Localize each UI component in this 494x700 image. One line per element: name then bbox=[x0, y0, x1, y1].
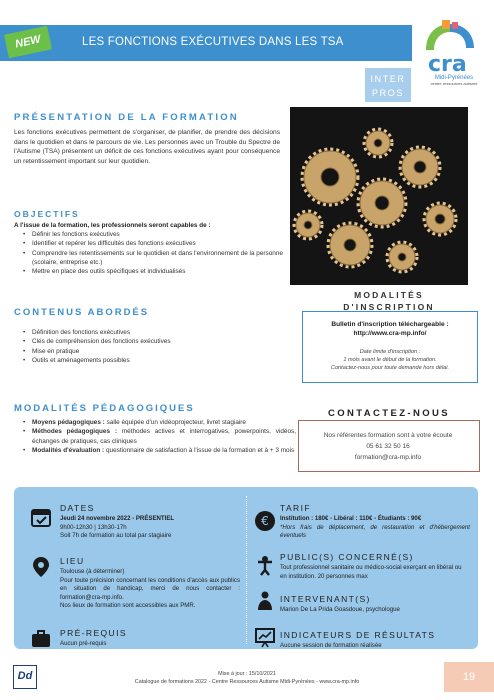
audience-tag-line2: PROS bbox=[372, 88, 404, 98]
list-item: • Moyens pédagogiques : salle équipée d'un vidéoprojecteur, livret stagiaire bbox=[32, 418, 296, 427]
indicateurs-text: Aucune session de formation réalisée bbox=[280, 642, 382, 649]
tarif-text: Institution : 180€ - Libéral : 110€ - Étudiants : 90€ *Hors frais de déplacement, de restauration et d'hébergement éventuels bbox=[280, 515, 470, 540]
list-item: • Définition des fonctions exécutives bbox=[32, 328, 292, 337]
logo-name: cra bbox=[428, 52, 467, 77]
lieu-text: Toulouse (à déterminer) Pour toute précision concernant les conditions d'accès aux publics en situation de handicap, merci de nous contacter : formation@cra-mp.info. Nos lieux de formation sont accessibles aux PMR. bbox=[60, 568, 240, 610]
pedagogiques-heading: MODALITÉS PÉDAGOGIQUES bbox=[14, 403, 195, 414]
list-item: • Clés de compréhension des fonctions exécutives bbox=[32, 337, 292, 346]
list-item: • Modalités d'évaluation : questionnaire de satisfaction à l'issue de la formation et à + 3 mois bbox=[32, 446, 296, 455]
prerequis-text: Aucun pré-requis bbox=[60, 640, 107, 647]
list-item: • Outils et aménagements possibles bbox=[32, 356, 292, 365]
objectifs-heading: OBJECTIFS bbox=[14, 209, 80, 219]
new-badge-label: NEW bbox=[14, 33, 42, 51]
briefcase-icon bbox=[30, 628, 52, 650]
logo-region: Midi-Pyrénées centre ressources autisme bbox=[430, 75, 478, 86]
intervenant-title: INTERVENANT(S) bbox=[280, 594, 371, 604]
logo-house-orange bbox=[442, 20, 450, 29]
page-title: LES FONCTIONS EXÉCUTIVES DANS LES TSA bbox=[82, 36, 344, 48]
intervenant-text: Marion De La Prida Goasdoue, psychologue bbox=[280, 606, 400, 613]
footer-text: Mise à jour : 15/10/2021 Catalogue de formations 2022 - Centre Ressources Autisme Midi-Pyrénées - www.cra-mp.info bbox=[134, 671, 360, 685]
svg-text:€: € bbox=[261, 514, 269, 528]
location-pin-icon bbox=[30, 556, 52, 578]
datadock-logo: Dd bbox=[13, 665, 37, 689]
audience-tag-line1: INTER bbox=[370, 74, 406, 84]
list-item: • Comprendre les retentissements sur le quotidien et dans l'environnement de la personne (scolaire, entreprise etc.) bbox=[32, 249, 302, 268]
list-item: • Mise en pratique bbox=[32, 347, 292, 356]
dates-text: Jeudi 24 novembre 2022 - PRÉSENTIEL 9h00-12h30 | 13h30-17h Soit 7h de formation au total par stagiaire bbox=[60, 515, 175, 540]
tarif-title: TARIF bbox=[280, 503, 311, 513]
audience-tag bbox=[365, 68, 411, 102]
inscription-link-text: Bulletin d'inscription téléchargeable : http://www.cra-mp.info/ bbox=[302, 320, 478, 338]
speaker-icon bbox=[254, 590, 276, 612]
list-item: • Identifier et repérer les difficultés des fonctions exécutives bbox=[32, 239, 302, 248]
contact-email[interactable]: formation@cra-mp.info bbox=[354, 454, 422, 461]
prerequis-title: PRÉ-REQUIS bbox=[60, 628, 127, 638]
objectifs-list bbox=[20, 230, 302, 276]
inscription-heading: MODALITÉS D'INSCRIPTION bbox=[343, 290, 435, 312]
lieu-title: LIEU bbox=[60, 556, 85, 566]
logo-house-pink bbox=[452, 22, 458, 29]
inscription-link[interactable]: http://www.cra-mp.info/ bbox=[353, 330, 427, 337]
gears-image bbox=[290, 107, 468, 285]
people-icon bbox=[254, 554, 276, 576]
panel-divider bbox=[246, 496, 247, 644]
contenus-heading: CONTENUS ABORDÉS bbox=[14, 307, 150, 318]
indicateurs-title: INDICATEURS DE RÉSULTATS bbox=[280, 630, 436, 640]
list-item: • Mettre en place des outils spécifiques et individualisés bbox=[32, 267, 302, 276]
euro-icon bbox=[254, 510, 276, 532]
public-title: PUBLIC(S) CONCERNÉ(S) bbox=[280, 552, 414, 562]
page-number: 19 bbox=[444, 662, 494, 692]
contact-phone[interactable]: 05 61 32 50 16 bbox=[366, 443, 410, 450]
dates-title: DATES bbox=[60, 503, 95, 513]
objectifs-intro: A l'issue de la formation, les professionnels seront capables de : bbox=[14, 222, 211, 229]
contact-text: Nos référentes formation sont à votre écoute 05 61 32 50 16 formation@cra-mp.info bbox=[298, 430, 478, 463]
calendar-icon bbox=[30, 506, 52, 528]
contenus-list bbox=[20, 328, 292, 365]
list-item: • Définir les fonctions exécutives bbox=[32, 230, 302, 239]
presentation-text: Les fonctions exécutives permettent de s'organiser, de planifier, de prendre des décisions dans le quotidien et dans le parcours de vie. Les personnes avec un Trouble du Spectre de l'Autisme (TSA) présentent un déficit de ces fonctions exécutives ayant pour conséquence un retentissement important sur leur quotidien. bbox=[14, 129, 280, 165]
inscription-deadline: Date limite d'inscription : 1 mois avant le début de la formation. Contactez-nous pour toute demande hors délai. bbox=[330, 349, 450, 371]
presentation-heading: PRÉSENTATION DE LA FORMATION bbox=[14, 112, 239, 123]
pedagogiques-list bbox=[20, 418, 296, 455]
list-item: • Méthodes pédagogiques : méthodes actives et interrogatives, powerpoints, vidéos, échanges de pratiques, cas cliniques bbox=[32, 427, 296, 446]
chart-board-icon bbox=[254, 626, 276, 648]
public-text: Tout professionnel sanitaire ou médico-social exerçant en libéral ou en institution. 20 personnes max bbox=[280, 564, 462, 580]
contact-heading: CONTACTEZ-NOUS bbox=[327, 408, 451, 419]
